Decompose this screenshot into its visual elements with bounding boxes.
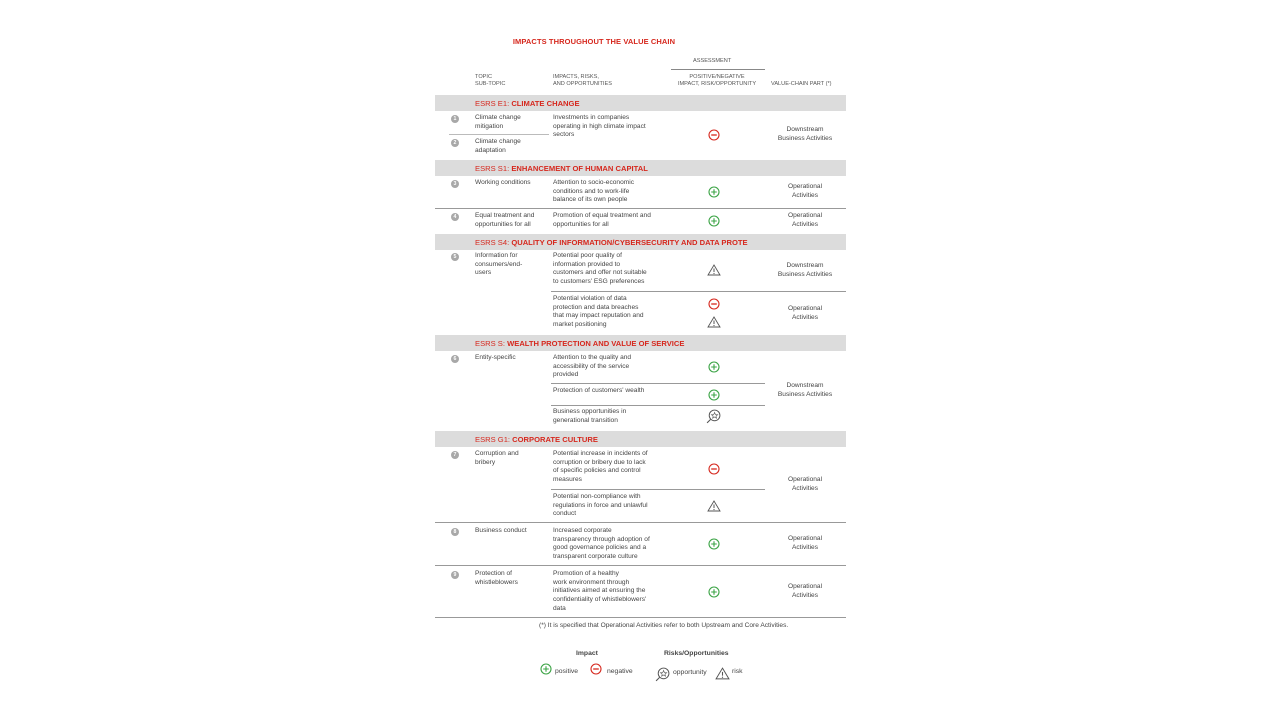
plus-circle-icon (708, 361, 720, 373)
plus-circle-icon (708, 586, 720, 598)
iro-cell: Increased corporate transparency through adoption of good governance policies and a transparent corporate culture (553, 527, 650, 561)
legend-ro-heading: Risks/Opportunities (664, 650, 729, 657)
warning-triangle-icon (707, 316, 721, 328)
warning-triangle-icon (707, 264, 721, 276)
section-band-s: ESRS S: WEALTH PROTECTION AND VALUE OF SERVICE (435, 335, 846, 351)
iro-cell: Investments in companies operating in high climate impact sectors (553, 114, 646, 139)
topic-cell: Corruption and bribery (475, 450, 519, 466)
iro-cell: Promotion of a healthy work environment through initiatives aimed at ensuring the confidentiality of whistleblowers' data (553, 570, 647, 612)
iro-cell: Protection of customers' wealth (553, 387, 645, 394)
value-chain-cell: Downstream Business Activities (777, 382, 833, 398)
esg-document (435, 0, 846, 720)
row-divider (435, 208, 846, 209)
topic-cell: Climate change adaptation (475, 138, 521, 154)
row-divider (435, 565, 846, 566)
value-chain-cell: Operational Activities (787, 476, 823, 492)
row-divider (435, 522, 846, 523)
row-divider (551, 383, 765, 384)
topic-cell: Business conduct (475, 527, 527, 534)
minus-circle-icon (590, 663, 602, 675)
pn-header: POSITIVE/NEGATIVE IMPACT, RISK/OPPORTUNITY (677, 74, 757, 87)
iro-cell: Attention to socio-economic conditions and to work-life balance of its own people (553, 179, 634, 204)
row-number-badge: 1 (451, 115, 459, 123)
iro-cell: Attention to the quality and accessibility of the service provided (553, 354, 632, 379)
iro-cell: Potential non-compliance with regulations in force and unlawful conduct (553, 493, 648, 518)
row-divider (551, 405, 765, 406)
value-chain-cell: Operational Activities (787, 183, 823, 199)
assessment-rule (671, 69, 765, 70)
topic-cell: Information for consumers/end- users (475, 252, 523, 277)
plus-circle-icon (708, 215, 720, 227)
plus-circle-icon (708, 389, 720, 401)
section-band-e1: ESRS E1: CLIMATE CHANGE (435, 95, 846, 111)
vcp-header: VALUE-CHAIN PART (*) (771, 81, 832, 87)
row-number-badge: 5 (451, 253, 459, 261)
legend-negative-label: negative (607, 668, 633, 675)
footnote: (*) It is specified that Operational Activities refer to both Upstream and Core Activities. (539, 622, 789, 629)
row-number-badge: 7 (451, 451, 459, 459)
row-number-badge: 2 (451, 139, 459, 147)
table-bottom-rule (435, 617, 846, 618)
minus-circle-icon (708, 298, 720, 310)
topic-cell: Equal treatment and opportunities for all (475, 212, 535, 228)
iro-header: IMPACTS, RISKS, AND OPPORTUNITIES (553, 74, 612, 87)
value-chain-cell: Downstream Business Activities (777, 126, 833, 142)
value-chain-cell: Operational Activities (787, 212, 823, 228)
plus-circle-icon (708, 538, 720, 550)
minus-circle-icon (708, 463, 720, 475)
topic-cell: Protection of whistleblowers (475, 570, 518, 586)
iro-cell: Potential violation of data protection and data breaches that may impact reputation and market positioning (553, 295, 644, 329)
value-chain-cell: Operational Activities (787, 583, 823, 599)
topic-cell: Entity-specific (475, 354, 516, 361)
row-divider (449, 134, 549, 135)
row-number-badge: 3 (451, 180, 459, 188)
section-band-s4: ESRS S4: QUALITY OF INFORMATION/CYBERSECURITY AND DATA PROTE (435, 234, 846, 250)
warning-triangle-icon (707, 500, 721, 512)
iro-cell: Potential increase in incidents of corruption or bribery due to lack of specific policies and control measures (553, 450, 648, 484)
topic-cell: Climate change mitigation (475, 114, 521, 130)
section-band-s1: ESRS S1: ENHANCEMENT OF HUMAN CAPITAL (435, 160, 846, 176)
legend-opportunity-label: opportunity (673, 669, 707, 676)
row-number-badge: 4 (451, 213, 459, 221)
legend-risk-label: risk (732, 668, 743, 675)
topic-cell: Working conditions (475, 179, 531, 186)
legend-impact-heading: Impact (576, 650, 598, 657)
star-magnifier-icon (706, 409, 721, 424)
value-chain-cell: Operational Activities (787, 535, 823, 551)
iro-cell: Potential poor quality of information provided to customers and offer not suitable to customers' ESG preferences (553, 252, 647, 286)
star-magnifier-icon (655, 667, 670, 682)
value-chain-cell: Operational Activities (787, 305, 823, 321)
row-number-badge: 6 (451, 355, 459, 363)
minus-circle-icon (708, 129, 720, 141)
document-title: IMPACTS THROUGHOUT THE VALUE CHAIN (512, 37, 676, 46)
section-band-g1: ESRS G1: CORPORATE CULTURE (435, 431, 846, 447)
warning-triangle-icon (715, 667, 730, 680)
assessment-header: ASSESSMENT (693, 58, 732, 64)
plus-circle-icon (540, 663, 552, 675)
topic-header: TOPIC SUB-TOPIC (475, 74, 506, 87)
row-divider (551, 489, 765, 490)
row-number-badge: 8 (451, 528, 459, 536)
legend-positive-label: positive (555, 668, 579, 675)
row-divider (551, 291, 846, 292)
iro-cell: Business opportunities in generational transition (553, 408, 627, 424)
iro-cell: Promotion of equal treatment and opportunities for all (553, 212, 651, 228)
plus-circle-icon (708, 186, 720, 198)
row-number-badge: 9 (451, 571, 459, 579)
value-chain-cell: Downstream Business Activities (777, 262, 833, 278)
